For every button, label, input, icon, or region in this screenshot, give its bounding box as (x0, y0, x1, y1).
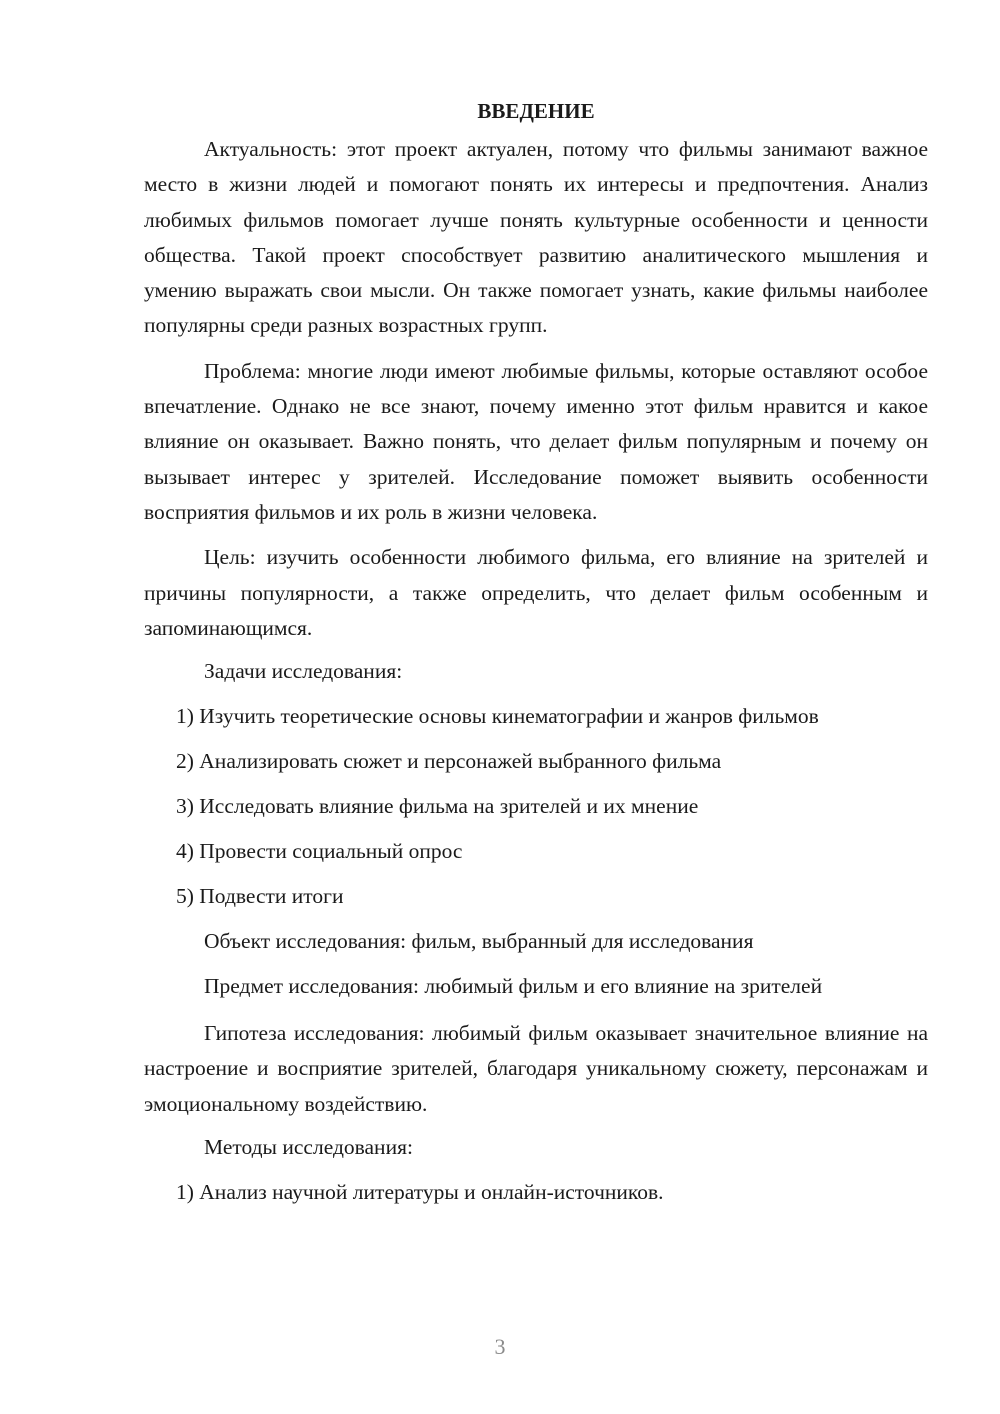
research-subject: Предмет исследования: любимый фильм и его влияние на зрителей (204, 974, 823, 999)
method-item: 1) Анализ научной литературы и онлайн-источников. (176, 1180, 664, 1205)
task-item: 4) Провести социальный опрос (176, 839, 463, 864)
task-item: 1) Изучить теоретические основы кинематографии и жанров фильмов (176, 704, 819, 729)
relevance-paragraph: Актуальность: этот проект актуален, потому что фильмы занимают важное место в жизни людей и помогают понять их интересы и предпочтения. Анализ любимых фильмов помогает лучше понять культурные особенности и ценности общества. Такой проект способствует развитию аналитического мышления и умению выражать свои мысли. Он также помогает узнать, какие фильмы наиболее популярны среди разных возрастных групп. (144, 137, 928, 338)
task-item: 2) Анализировать сюжет и персонажей выбранного фильма (176, 749, 722, 774)
tasks-heading: Задачи исследования: (204, 659, 403, 684)
section-title: ВВЕДЕНИЕ (477, 99, 595, 123)
task-item: 5) Подвести итоги (176, 884, 344, 909)
task-item: 3) Исследовать влияние фильма на зрителей и их мнение (176, 794, 699, 819)
problem-paragraph: Проблема: многие люди имеют любимые фильмы, которые оставляют особое впечатление. Однако не все знают, почему именно этот фильм нравится и какое влияние он оказывает. Важно понять, что делает фильм популярным и почему он вызывает интерес у зрителей. Исследование поможет выявить особенности восприятия фильмов и их роль в жизни человека. (144, 358, 928, 524)
goal-paragraph: Цель: изучить особенности любимого фильма, его влияние на зрителей и причины популярности, а также определить, что делает фильм особенным и запоминающимся. (144, 545, 928, 640)
page-number: 3 (494, 1334, 506, 1359)
research-object: Объект исследования: фильм, выбранный для исследования (204, 929, 754, 954)
document-page (144, 96, 928, 1222)
hypothesis-paragraph: Гипотеза исследования: любимый фильм оказывает значительное влияние на настроение и восприятие зрителей, благодаря уникальному сюжету, персонажам и эмоциональному воздействию. (144, 1021, 928, 1116)
methods-heading: Методы исследования: (204, 1135, 413, 1160)
